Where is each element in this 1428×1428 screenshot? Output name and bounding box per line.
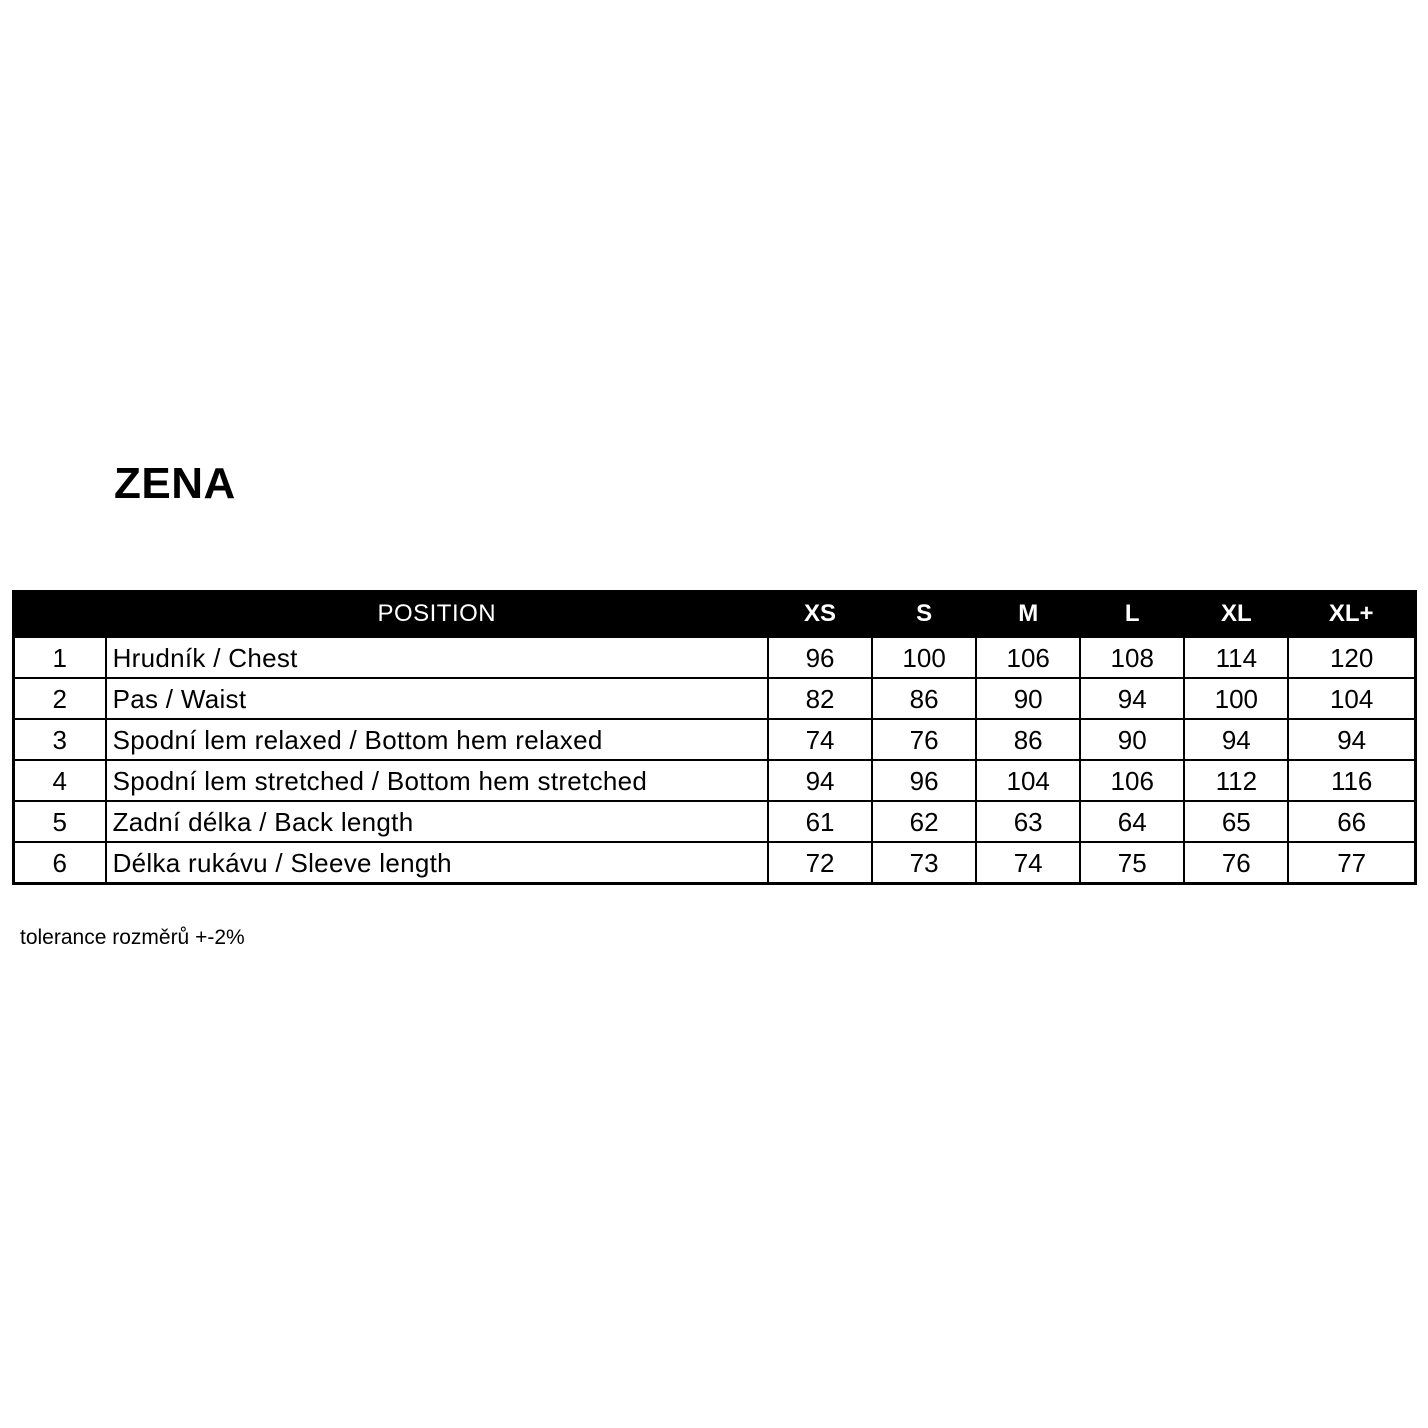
row-number: 4 bbox=[14, 760, 106, 801]
row-number: 1 bbox=[14, 636, 106, 678]
cell-xs: 61 bbox=[768, 801, 872, 842]
cell-xl: 114 bbox=[1184, 636, 1288, 678]
header-size-xs: XS bbox=[768, 592, 872, 637]
row-position: Spodní lem stretched / Bottom hem stretched bbox=[106, 760, 768, 801]
row-position: Pas / Waist bbox=[106, 678, 768, 719]
cell-xs: 82 bbox=[768, 678, 872, 719]
cell-xl: 100 bbox=[1184, 678, 1288, 719]
table-header-row bbox=[14, 592, 1416, 637]
row-number: 6 bbox=[14, 842, 106, 884]
cell-m: 74 bbox=[976, 842, 1080, 884]
cell-s: 73 bbox=[872, 842, 976, 884]
page-title: ZENA bbox=[114, 459, 236, 508]
cell-xl-plus: 116 bbox=[1288, 760, 1415, 801]
header-size-xl: XL bbox=[1184, 592, 1288, 637]
header-size-s: S bbox=[872, 592, 976, 637]
row-position: Délka rukávu / Sleeve length bbox=[106, 842, 768, 884]
table-row bbox=[14, 842, 1416, 884]
row-number: 2 bbox=[14, 678, 106, 719]
cell-s: 62 bbox=[872, 801, 976, 842]
cell-s: 86 bbox=[872, 678, 976, 719]
cell-m: 90 bbox=[976, 678, 1080, 719]
cell-m: 106 bbox=[976, 636, 1080, 678]
table-row bbox=[14, 636, 1416, 678]
tolerance-note: tolerance rozměrů +-2% bbox=[20, 926, 245, 949]
cell-xl-plus: 94 bbox=[1288, 719, 1415, 760]
cell-xs: 94 bbox=[768, 760, 872, 801]
cell-l: 94 bbox=[1080, 678, 1184, 719]
cell-xs: 72 bbox=[768, 842, 872, 884]
header-number bbox=[14, 592, 106, 637]
row-position: Zadní délka / Back length bbox=[106, 801, 768, 842]
cell-xl: 65 bbox=[1184, 801, 1288, 842]
cell-s: 100 bbox=[872, 636, 976, 678]
header-size-l: L bbox=[1080, 592, 1184, 637]
row-number: 5 bbox=[14, 801, 106, 842]
cell-xl: 76 bbox=[1184, 842, 1288, 884]
cell-l: 108 bbox=[1080, 636, 1184, 678]
cell-s: 76 bbox=[872, 719, 976, 760]
row-position: Spodní lem relaxed / Bottom hem relaxed bbox=[106, 719, 768, 760]
cell-xl-plus: 77 bbox=[1288, 842, 1415, 884]
cell-xl: 112 bbox=[1184, 760, 1288, 801]
row-position: Hrudník / Chest bbox=[106, 636, 768, 678]
table-row bbox=[14, 678, 1416, 719]
cell-xl-plus: 104 bbox=[1288, 678, 1415, 719]
cell-xl-plus: 66 bbox=[1288, 801, 1415, 842]
cell-m: 104 bbox=[976, 760, 1080, 801]
size-chart-table bbox=[12, 590, 1417, 885]
cell-xs: 96 bbox=[768, 636, 872, 678]
cell-l: 64 bbox=[1080, 801, 1184, 842]
cell-m: 86 bbox=[976, 719, 1080, 760]
cell-xl: 94 bbox=[1184, 719, 1288, 760]
cell-xl-plus: 120 bbox=[1288, 636, 1415, 678]
cell-m: 63 bbox=[976, 801, 1080, 842]
row-number: 3 bbox=[14, 719, 106, 760]
table-row bbox=[14, 719, 1416, 760]
cell-l: 106 bbox=[1080, 760, 1184, 801]
cell-s: 96 bbox=[872, 760, 976, 801]
header-size-m: M bbox=[976, 592, 1080, 637]
header-position: POSITION bbox=[106, 592, 768, 637]
table-row bbox=[14, 801, 1416, 842]
cell-xs: 74 bbox=[768, 719, 872, 760]
cell-l: 75 bbox=[1080, 842, 1184, 884]
table-row bbox=[14, 760, 1416, 801]
header-size-xl-plus: XL+ bbox=[1288, 592, 1415, 637]
cell-l: 90 bbox=[1080, 719, 1184, 760]
